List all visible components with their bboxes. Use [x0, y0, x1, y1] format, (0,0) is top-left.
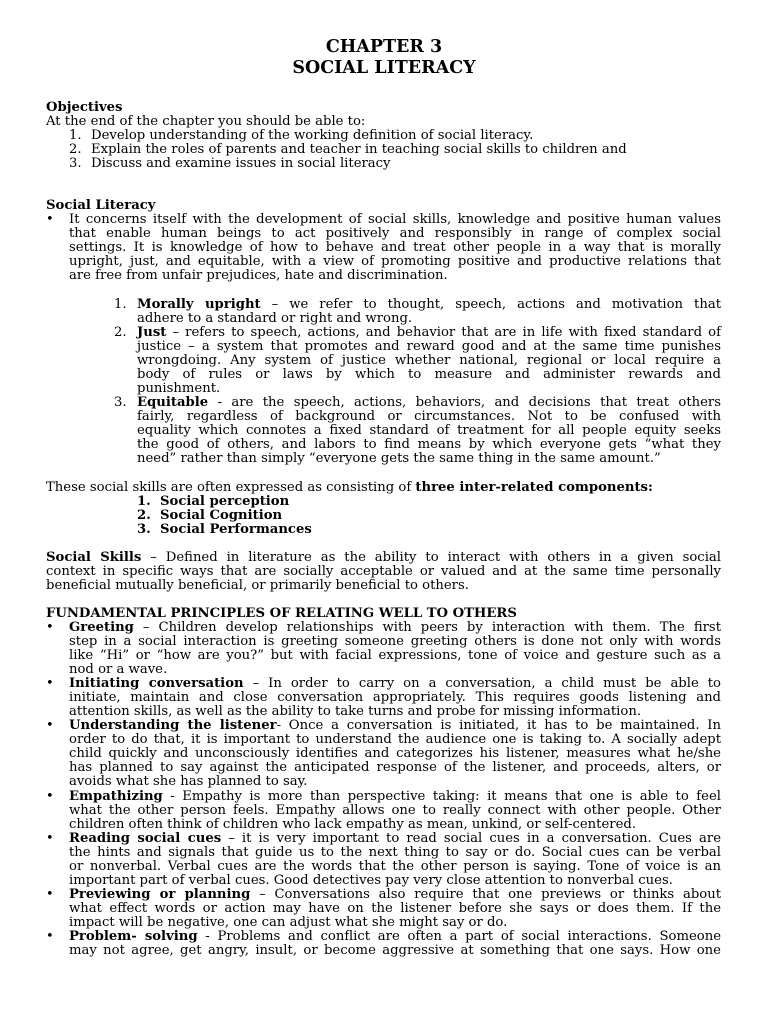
social-skills-definition: Social Skills – Defined in literature as the ability to interact with others in a given social — [46, 550, 721, 565]
term: Greeting — [69, 620, 134, 635]
component-item: Social Cognition — [160, 508, 283, 523]
bullet-icon: • — [46, 718, 54, 733]
paragraph-line: may not agree, get angry, insult, or become aggressive at something that one says. How one — [69, 943, 721, 958]
paragraph-line: nod or a wave. — [69, 662, 168, 677]
term: Morally upright — [137, 297, 261, 312]
term: Equitable — [137, 395, 209, 410]
principle-problem-solving: Problem- solving - Problems and conflict are often a part of social interactions. Someone — [69, 929, 722, 944]
paragraph-line: that enable human beings to act positively and responsibly in range of complex social — [69, 226, 721, 241]
principle-previewing-planning: Previewing or planning – Conversations also require that one previews or thinks about — [69, 887, 721, 902]
list-number: 3. — [137, 522, 151, 537]
paragraph-line: fairly, regardless of background or circumstances. Not to be confused with — [137, 409, 721, 424]
paragraph-line: impact will be negative, one can adjust what she might say or do. — [69, 915, 508, 930]
term: Social Skills — [46, 550, 142, 565]
value-just: Just – refers to speech, actions, and behavior that are in life with fixed standard of — [137, 325, 721, 340]
chapter-number: CHAPTER 3 — [325, 37, 443, 57]
paragraph-line: like “Hi” or “how are you?” but with facial expressions, tone of voice and gesture such as a — [69, 648, 721, 663]
paragraph-line: are free from unfair prejudices, hate and discrimination. — [69, 268, 448, 283]
term: Previewing or planning — [69, 887, 251, 902]
paragraph-line: wrongdoing. Any system of justice whether national, regional or local require a — [137, 353, 721, 368]
objectives-intro: At the end of the chapter you should be able to: — [46, 114, 366, 129]
list-number: 1. — [137, 494, 151, 509]
list-number: 2. — [137, 508, 151, 523]
list-number: 1. — [69, 128, 82, 143]
principles-heading: FUNDAMENTAL PRINCIPLES OF RELATING WELL TO OTHERS — [46, 606, 517, 621]
paragraph-line: the hints and signals that guide us to the next thing to say or do. Social cues can be verbal — [69, 845, 721, 860]
paragraph-line: body of rules or laws by which to measure and administer rewards and — [137, 367, 721, 382]
term: Problem- solving — [69, 929, 198, 944]
value-morally-upright: Morally upright – we refer to thought, speech, actions and motivation that — [137, 297, 721, 312]
paragraph-line: adhere to a standard or right and wrong. — [137, 311, 413, 326]
term: Understanding the listener — [69, 718, 277, 733]
paragraph-line: justice – a system that promotes and reward good and at the same time punishes — [137, 339, 721, 354]
paragraph-line: what the other person feels. Empathy allows one to really connect with other people. Other — [69, 803, 721, 818]
value-equitable: Equitable - are the speech, actions, behaviors, and decisions that treat others — [137, 395, 721, 410]
paragraph-line: beneficial mutually beneficial, or primarily beneficial to others. — [46, 578, 469, 593]
paragraph-line: children often think of children who lack empathy as mean, unkind, or self-centered. — [69, 817, 637, 832]
list-number: 2. — [114, 325, 127, 340]
term: Just — [137, 325, 167, 340]
list-number: 3. — [69, 156, 82, 171]
bullet-icon: • — [46, 789, 54, 804]
paragraph-line: It concerns itself with the development of social skills, knowledge and positive human values — [69, 212, 721, 227]
paragraph-line: upright, just, and equitable, with a view of promoting positive and productive relations that — [69, 254, 721, 269]
bullet-icon: • — [46, 212, 54, 227]
chapter-title: SOCIAL LITERACY — [292, 58, 476, 78]
paragraph-line: order to do that, it is important to understand the audience one is taking to. A socially adept — [69, 732, 721, 747]
bullet-icon: • — [46, 831, 54, 846]
paragraph-line: context in specific ways that are socially acceptable or valued and at the same time personally — [46, 564, 721, 579]
paragraph-line: avoids what she has planned to say. — [69, 774, 308, 789]
paragraph-line: the good of others, and labors to find means by which everyone gets “what they — [137, 437, 721, 452]
paragraph-line: important part of verbal cues. Good detectives pay very close attention to nonverbal cues. — [69, 873, 673, 888]
list-number: 3. — [114, 395, 127, 410]
paragraph-line: child quickly and unconsciously identifies and categorizes his listener, measures what he/she — [69, 746, 721, 761]
social-literacy-heading: Social Literacy — [46, 198, 156, 213]
objective-item: Explain the roles of parents and teacher in teaching social skills to children and — [91, 142, 627, 157]
objective-item: Develop understanding of the working definition of social literacy. — [91, 128, 534, 143]
paragraph-line: equality which connotes a fixed standard of treatment for all people equity seeks — [137, 423, 721, 438]
objective-item: Discuss and examine issues in social literacy — [91, 156, 391, 171]
bullet-icon: • — [46, 929, 54, 944]
term: Empathizing — [69, 789, 163, 804]
paragraph-line: need” rather than simply “everyone gets the same thing in the same amount.” — [137, 451, 661, 466]
paragraph-line: has planned to say against the anticipated response of the listener, and proceeds, alters, or — [69, 760, 721, 775]
paragraph-line: or nonverbal. Verbal cues are the words that the other person is saying. Tone of voice is an — [69, 859, 721, 874]
paragraph-line: step in a social interaction is greeting someone greeting others is done not only with words — [69, 634, 721, 649]
bullet-icon: • — [46, 620, 54, 635]
bullet-icon: • — [46, 887, 54, 902]
principle-initiating-conversation: Initiating conversation – In order to carry on a conversation, a child must be able to — [69, 676, 721, 691]
paragraph-line: settings. It is knowledge of how to behave and treat other people in a way that is morally — [69, 240, 721, 255]
component-item: Social perception — [160, 494, 290, 509]
principle-greeting: Greeting – Children develop relationships with peers by interaction with them. The first — [69, 620, 721, 635]
principle-reading-social-cues: Reading social cues – it is very important to read social cues in a conversation. Cues are — [69, 831, 721, 846]
objectives-heading: Objectives — [46, 100, 123, 115]
paragraph-line: punishment. — [137, 381, 221, 396]
component-item: Social Performances — [160, 522, 312, 537]
principle-empathizing: Empathizing - Empathy is more than perspective taking: it means that one is able to feel — [69, 789, 721, 804]
list-number: 1. — [114, 297, 127, 312]
paragraph-line: attention skills, as well as the ability to take turns and probe for missing information. — [69, 704, 642, 719]
term: Initiating conversation — [69, 676, 244, 691]
bullet-icon: • — [46, 676, 54, 691]
principle-understanding-listener: Understanding the listener- Once a conversation is initiated, it has to be maintained. In — [69, 718, 721, 733]
paragraph-line: initiate, maintain and close conversation appropriately. This requires goods listening and — [69, 690, 721, 705]
list-number: 2. — [69, 142, 82, 157]
components-intro: These social skills are often expressed as consisting of three inter-related components: — [46, 480, 653, 495]
paragraph-line: what effect words or action may have on the listener before she says or does them. If the — [69, 901, 721, 916]
term: Reading social cues — [69, 831, 222, 846]
